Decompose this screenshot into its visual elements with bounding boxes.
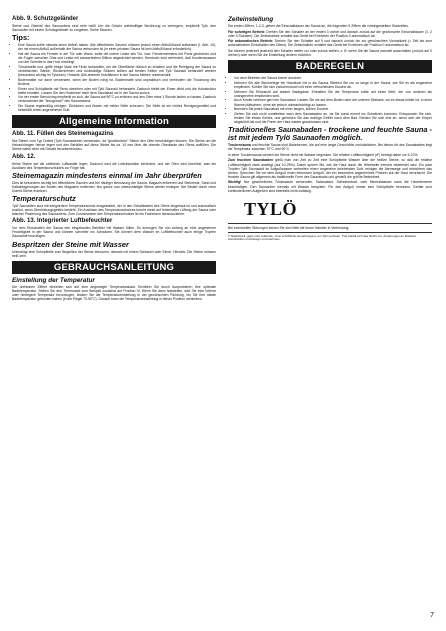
- label-feuchte-sauna: Zum feuchten Saunabaden: [228, 158, 274, 163]
- heading-abb12: Abb. 12.: [12, 153, 36, 160]
- paragraph-temperatur: Die drehbaren Ziffern beziehen sich auf eine angezeigte Temperaturskala. Ermitteln Sie durch Ausprobieren Ihre optimale Badetemperatur. Stellen Sie den Thermostat zum Beispiel zunächst auf Position IV. Wenn Sie dann feststellen, daß Sie eine höhere oder niedrigere Temperatur bevorzugen, ändern Sie die Temperatureinstellung in der gewünschten Richtung, bis Sie Ihre ideale Badetemperatur gefunden haben (in der Regel 70-90°C). Danach kann die Temperatureinstellung in dieser Position verbleiben.: [12, 284, 216, 302]
- paragraph-wichtig: [228, 180, 432, 192]
- heading-luftbefeuchter: Abb. 13. Integrierter Luftbefeuchter: [12, 218, 113, 225]
- text-feuchte-sauna: gießt man von Zeit zu Zeit eine Schöpfkelle Wasser über die heißen Steine, so daß die relative Luftfeuchtigkeit stark ansteigt (auf 10-25%). Dabei spüren Sie, wie die Haut durch die Hitzewelle intensiv bearbeitet wird. Ein paar Tropfen Tylö Saunaduft im Aufgußwasser verbreiten einen angenehm belebenden Duft, reinigen die Atemwege und erleichtern das Atmen. Sprechen Sie vor dem Aufguß einen intensiven Aufguß, der ein besonders angenehmes Prickeln auf der Haut verursacht. Die feuchte Sauna gilt allgemein als traditionelle Form des Saunabads und genießt die größte Beliebtheit.: [228, 158, 432, 179]
- copyright-note: © Nachdruck, ganz oder teilweise, ohne schriftliche Genehmigung von Tylö verboten. Tylö behält sich das Recht vor, Änderungen an Material, Konstruktion und Design vorzunehmen.: [228, 233, 417, 242]
- heading-steinemagazin: Abb. 11. Füllen des Steinemagazins: [12, 131, 114, 138]
- paragraph-luftfeuchtigkeit: In einer Trockensauna werden die Steine nicht mit Wasser begossen. Die relative Luftfeuchtigkeit (rF) beträgt dabei nur 5-10%.: [228, 152, 419, 157]
- paragraph-temperaturschutz: Tylö Saunaöfen sind mit integriertem Temperaturschutz ausgestattet, der in den Schaltkasten des Ofens eingebaut ist und automatisch auslöst, wenn Überhitzungsgefahr besteht. Ein Auslösen des Temperaturschutzes beruht meist auf fehlerhafter Lüftung der Sauna oder falscher Plazierung des Saunaofens. Zum Zurücksetzen des Temperaturschutzes ist ein Fachmann heranzuziehen.: [12, 204, 216, 217]
- page-number: 7: [430, 612, 434, 619]
- heading-bespritzen: Bespritzen der Steine mit Wasser: [12, 239, 129, 249]
- label-automatischer-betrieb: Für automatischen Betrieb:: [228, 39, 274, 44]
- divider: [228, 223, 432, 224]
- label-sofortiger-betrieb: Für sofortigen Betrieb:: [228, 29, 266, 34]
- rules-list: [228, 76, 432, 124]
- label-wichtig: Wichtig!: [228, 180, 242, 185]
- paragraph-ueberpruefen: Dies ist besonders wichtig bei öffentlichen Saunen und bei häufiger Benutzung der Sauna. Magazin entleeren und Steinreste, Sand und Kalkablagerungen am Boden des Magazins entfernen. Nur ganze und unbeschädigte Steine wieder einlegen. Bei Bedarf durch neue Dolerit-Steine ersetzen.: [12, 180, 216, 193]
- list-item: • Ziehen Sie sich nicht unmittelbar nach dem Saunabaden an, da Sie sonst erneut ins Schwitzen kommen. Entspannen Sie sich, trinken Sie etwas Kühles, und genießen Sie das wohlige Gefühl nach dem Bad. Kleiden Sie sich erst an, wenn sich der Körper abgekühlt hat und die Poren der Haut wieder geschlossen sind.: [234, 112, 432, 124]
- divider: [228, 232, 432, 233]
- paragraph-schalter: Sie können jederzeit jederzeit den Schalter weiter vor oder zurück stellen, z. B. wenn Sie die Sauna manuell ausschalten (zurück auf 0 drehen) oder wenn Sie die Einstellung ändern möchten.: [228, 48, 432, 58]
- paragraph-feuchte-sauna: [228, 158, 432, 178]
- list-item: • Die Sauna regelmäßig reinigen. Stühlchen und Boden mit milder Seife scheuern. Die Seife ist ein mildes Reinigungsmittel und hinterläßt einen angenehmen Duft.: [18, 104, 216, 112]
- heading-tips: Tips:: [12, 33, 30, 43]
- list-item: • Bodenmatte nur dann verwenden, wenn der Boden ruhig ist. Bodenmatte sind unpraktisch und verhindern die Trocknung des Bodens.: [18, 78, 216, 86]
- paragraph-trockensauna: [228, 143, 432, 151]
- text-sofortiger-betrieb: Drehen Sie den Schalter an der ersten 3 vorbei und danach zurück auf die gewünschte Einschaltdauer (1, 2 oder 3 Stunden). Die Zeitschaltuhr schaltet das Gerät bei Erreichen der Position 0 automatisch ab.: [228, 29, 433, 38]
- list-item: • Eine Sauna sollte niemals einen Abfluß haben. Alle öffentlichen Saunen müssen jedoch einen Abfluß/Kanal aufweisen (I. Abb. 10), der mit einem Abfluß außerhalb der Sauna verbunden ist (in einer privaten Sauna ist kein Abfluß/Kanal erforderlich).: [18, 43, 216, 51]
- banner-gebrauchsanleitung: GEBRAUCHSANLEITUNG: [12, 261, 216, 274]
- text-trockensauna: und feuchte Sauna sind Badeformen, die auf eine lange Geschichte zurückblicken. Bei dieser Art des Saunabades liegt die Temperatur zwischen 70°C und 90°C.: [228, 143, 432, 152]
- paragraph-automatischer-betrieb: [228, 39, 432, 47]
- label-trockensauna: Trockensauna: [228, 143, 251, 148]
- left-column: [12, 14, 216, 303]
- banner-allgemeine-information: Allgemeine Information: [12, 115, 216, 128]
- list-item: • Auch Kinder nehmen gern ein Saunabad. Lassen Sie sie auf dem Boden oder der unteren Sitzbank, wo es etwas kühler ist, in einer Wanne plätschern, ohne sie jedoch unbeaufsichtigt zu lassen.: [234, 98, 432, 106]
- tylo-logo: TYLÖ: [244, 198, 298, 219]
- paragraph-sofortiger-betrieb: [228, 30, 432, 38]
- paragraph-abb12: Keine Steine auf die seitlichen Luftkanäle legen. Dadurch wird die Luftzirkulation behindert, und der Ofen wird überhitzt, was ein Auslösen des Temperaturschutzes zur Folge hat.: [12, 161, 216, 170]
- paragraph-bespritzen: Unbedingt eine Schöpfkelle zum Begießen der Steine benutzen, niemals mit einem Schlauch oder Eimer. Hinweis: Die Steine müssen heiß sein.: [12, 249, 216, 258]
- paragraph-zeiteinstellung: Die ersten Ziffern, 1-2-3, geben die Einschaltdauer der Sauna an, die folgenden 9 Ziffern die voreingestellten Startzeiten.: [228, 24, 410, 28]
- list-item: • Beenden Sie jedes Saunabad mit einer langen, kühlen Dusche.: [234, 107, 432, 111]
- list-item: • Vor dem Betreten der Sauna immer duschen.: [234, 76, 432, 80]
- banner-baderegeln: BADEREGELN: [228, 60, 432, 73]
- heading-temperatur: Einstellung der Temperatur: [12, 276, 95, 284]
- paragraph-stoerungen: Bei eventuellen Störungen setzen Sie sich bitte mit Ihrem Händler in Verbindung.: [228, 225, 350, 230]
- tips-list: [12, 43, 216, 112]
- paragraph-luftbefeuchter: Vor dem Einschalten der Sauna den eingebauten Behälter mit Wasser füllen. So erzeugen Sie von Anfang an eine angenehme Feuchtigkeit in der Sauna und können schneller ins Schwitzen. Sie können dem Wasser im Luftbefeuchter auch einige Tropfen Saunaduft hinzufügen.: [12, 226, 216, 239]
- list-item: • Nehmen Sie Rücksicht auf andere Badegäste. Einhalten Sie die Temperatur sollte auf einen Wert, der von anderen als unangenehm empfunden wird.: [234, 90, 432, 98]
- heading-ueberpruefen: Steinemagazin mindestens einmal im Jahr überprüfen: [12, 170, 202, 180]
- list-item: • Türschwelle und -griffe einige Male mit Firnis behandeln, um die Oberfläche hübsch zu erhalten und die Reinigung der Sauna zu vereinfachen. Bänke, Rückenlehnen und rückwärtige Stützen sollten auf beiden Seiten mit Tylö Saunaöl behandelt werden (besonders wichtig im Tylarium). Hinweis: Alle anderen Holzflächen in der Sauna bleiben unbehandelt.: [18, 65, 216, 77]
- text-automatischer-betrieb: Drehen Sie den Schalter auf 9 und danach zurück bis zur gewünschten Vorwahlzeit (= Zeit bis zum automatischen Einschalten des Ofens). Die Zeitschaltuhr schaltet das Gerät bei Erreichen der Position 0 automatisch ab.: [228, 39, 432, 48]
- list-item: • Eimer und Schöpfkelle mit Firnis streichen oder mit Tylö Saunaöl behandeln. Dadurch bleibt der Eimer dicht und die Holzstruktur bleibt erhalten. Lassen Sie den Holzeimer nach dem Saunabad nie in der Sauna zurück.: [18, 87, 216, 95]
- heading-zeiteinstellung: Zeiteinstellung: [228, 16, 274, 23]
- text-wichtig: Nur gewöhnliches Trinkwasser verwenden. Salzwasser, Schwimmbad- oder Mineralwasser kann die Heizelemente beschädigen. Den Saunaofen niemals mit Wasser bespülen. Für den Aufguß immer eine Schöpfkelle benutzen. Geräte zum kontinuierlichen Aufgießen sind ebenfalls nicht zulässig.: [228, 180, 432, 193]
- list-item: • Vor der ersten Benutzung empfiehlt es sich, die Sauna auf 90°C zu erhitzen und den Ofen etwa 1 Stunde laufen zu lassen. Dadurch verschwindet der "Neugeruch" des Saunaraums.: [18, 95, 216, 103]
- heading-temperaturschutz: Temperaturschutz: [12, 194, 76, 203]
- heading-traditionelles-saunabaden: Traditionelles Saunabaden - trockene und feuchte Sauna - ist mit jedem Tylö Saunaofen möglich.: [228, 125, 432, 143]
- right-column: [228, 14, 432, 245]
- list-item: • Nehmen Sie alle Steuerelege ein Handtuch mit in die Sauna. Bleiben Sie nur so lange in der Sauna, wie Sie es als angenehm empfinden. Kühlen Sie sich zwischendurch mit einer erfrischenden Dusche ab.: [234, 81, 432, 89]
- paragraph-steinemagazin: Nur Steine vom Typ Dolerit (Tylö Saunasteine) verwenden, da "gewöhnliche" Steine den Ofen beschädigen können. Die Steine um die Heizschlangen herum legen und den Behälter auf diese Weise bis ca. 10 mm über die oberste Oberkante des Ofens auffüllen. Die Steine dabei nicht mit Gewalt herunterdrücken.: [12, 139, 216, 152]
- paragraph-schutzgelaender: Steine und Oberteil des Saunaofens sind sehr heiß! Um die Gefahr unfreiwilliger Berührung zu verringern, empfiehlt Tylö, den Saunaofen mit einem Schutzgeländer zu umgeben. Siehe Skizzen.: [12, 24, 216, 33]
- heading-schutzgelaender: Abb. 9. Schutzgeländer: [12, 16, 79, 22]
- list-item: • Hat die Sauna ein Fenster in der Tür oder Wand, sollte die untere Leiste des Tür- bzw. Fensterrahmens mit Firnis gestrichen und die Fugen zwischen Glas und Leiste mit wasserfestem Silikon abgedichtet werden. Hierdurch wird verhindert, daß Kondenswasser von der Scheibe in das Holz eindringt.: [18, 52, 216, 64]
